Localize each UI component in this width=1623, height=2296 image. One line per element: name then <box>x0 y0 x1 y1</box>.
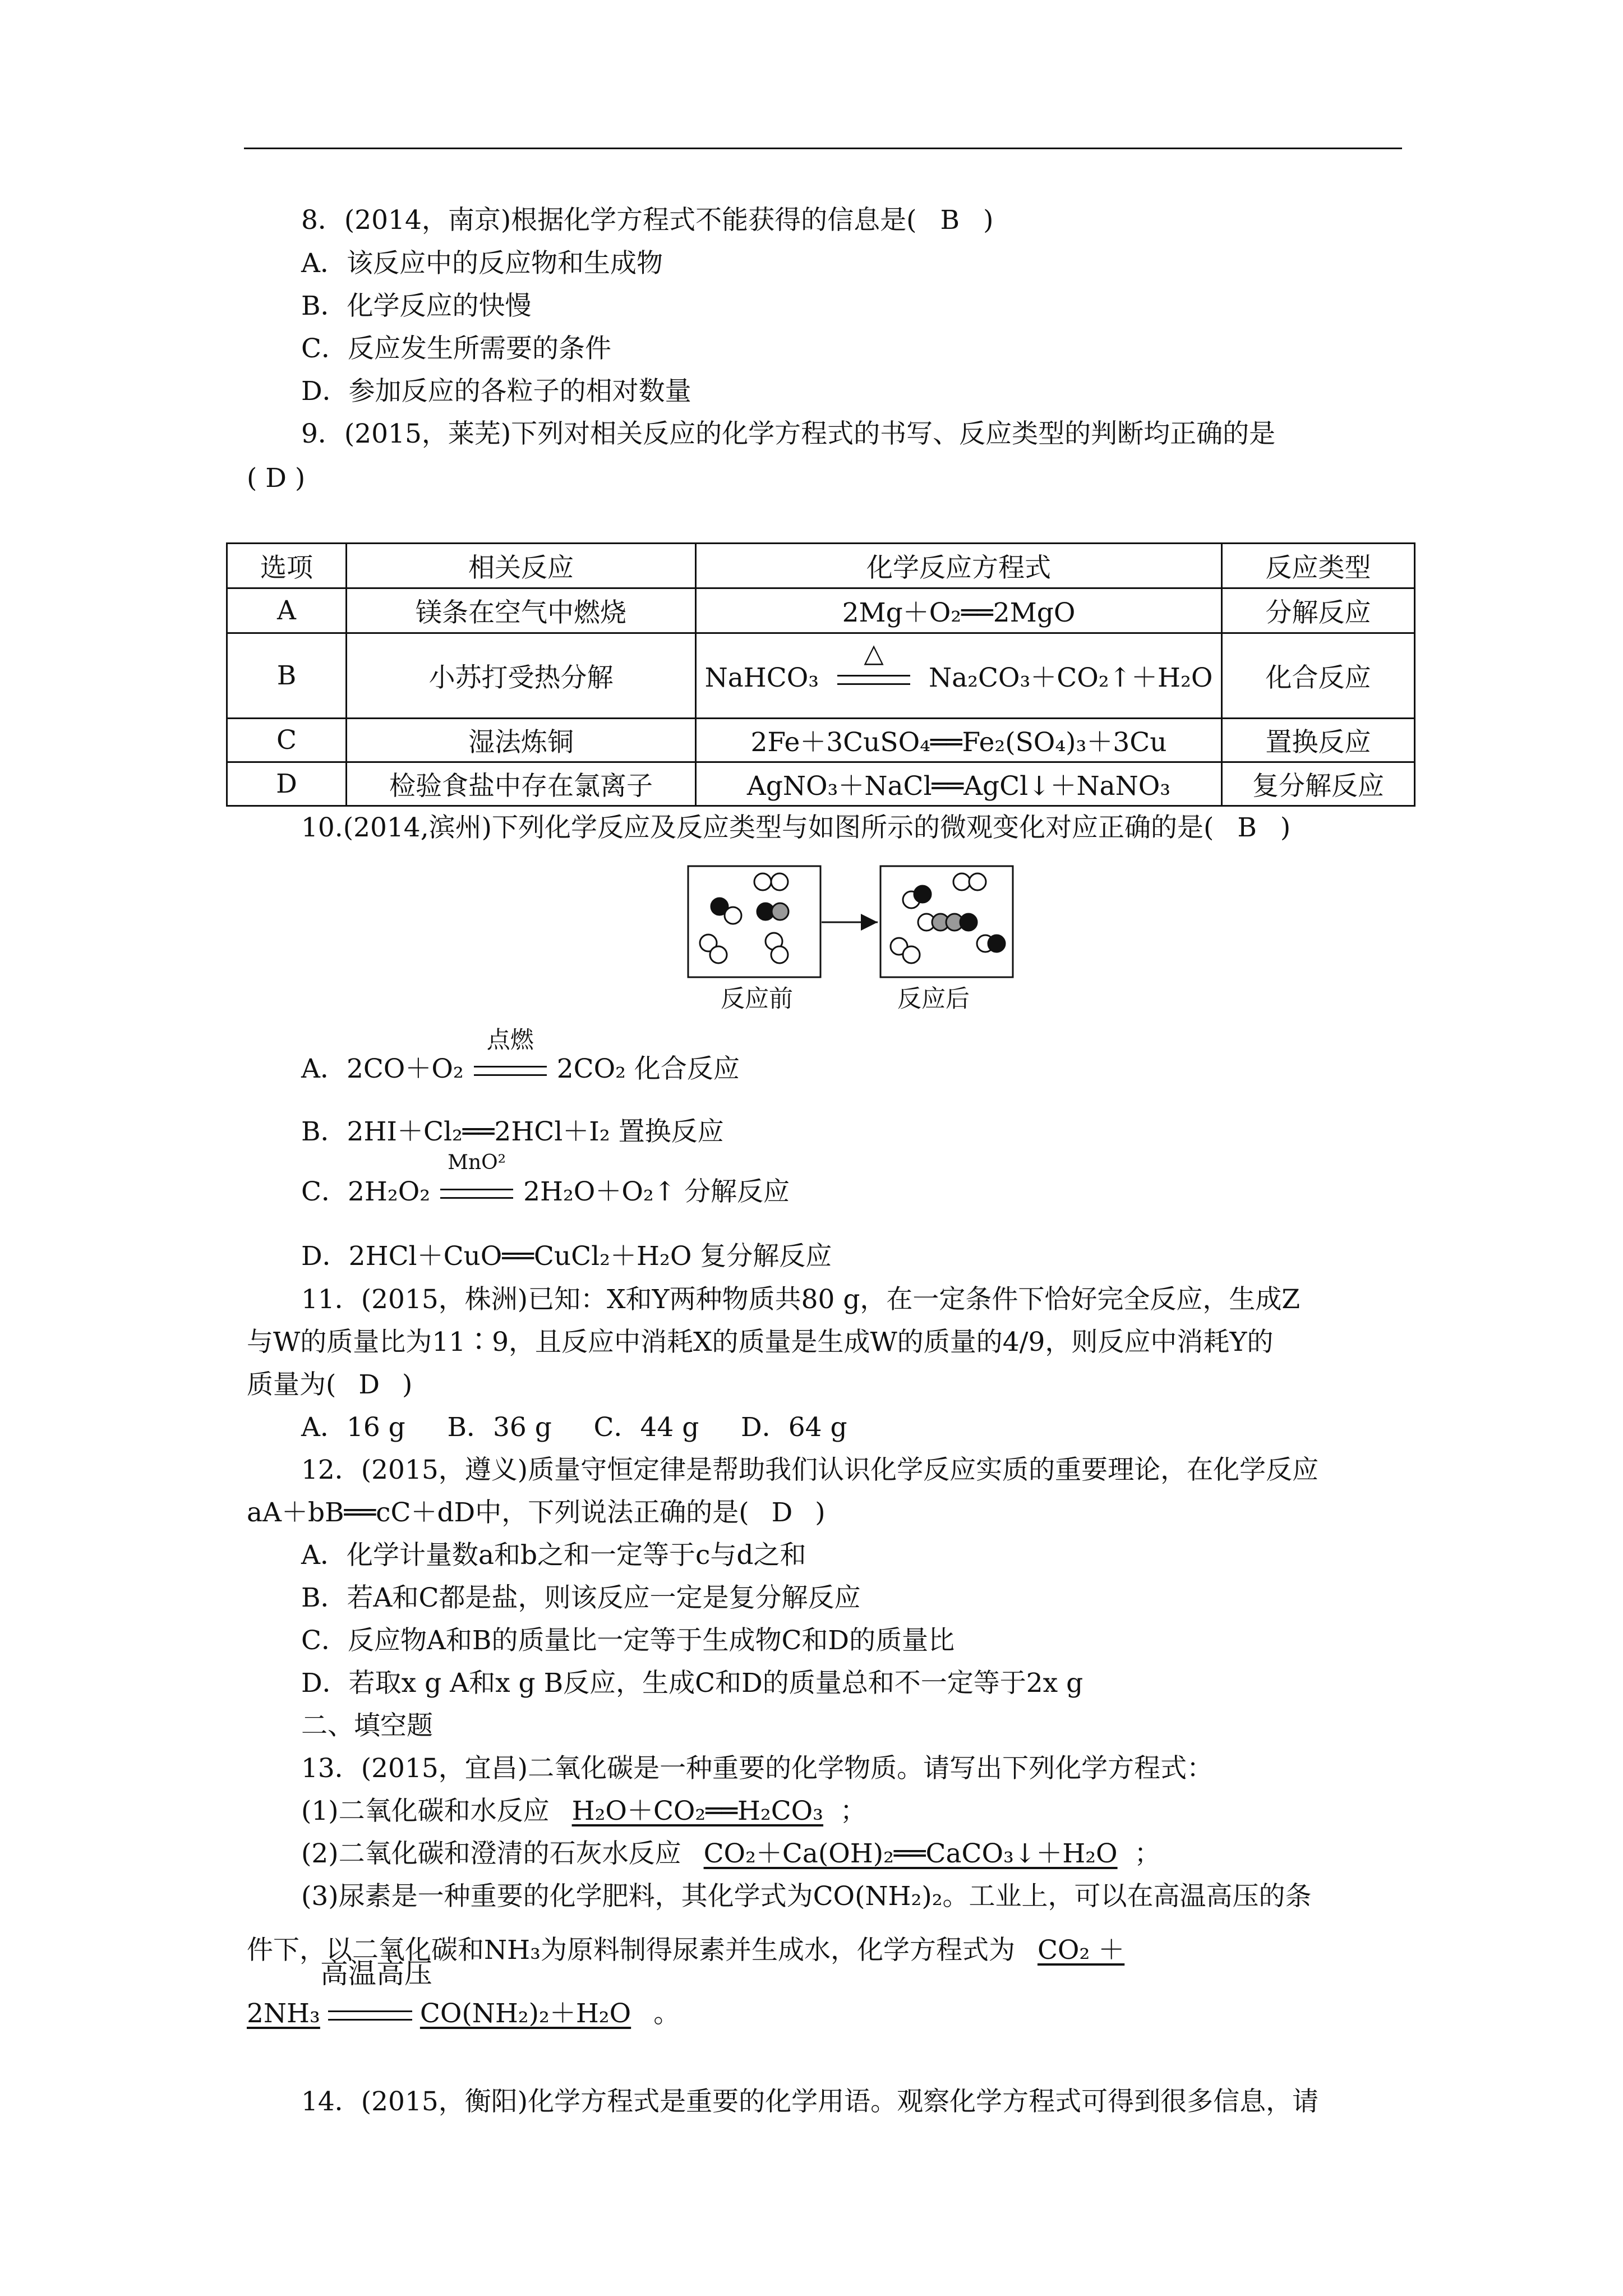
table-cell: 2Fe＋3CuSO₄══Fe₂(SO₄)₃＋3Cu <box>696 719 1222 762</box>
q12-option-a: A．化学计量数a和b之和一定等于c与d之和 <box>301 1540 806 1571</box>
microscopic-change-figure <box>687 865 1108 994</box>
q12-line2: aA＋bB══cC＋dD中，下列说法正确的是( D ) <box>247 1497 826 1528</box>
section-heading: 二、填空题 <box>301 1710 433 1741</box>
table-cell: 置换反应 <box>1222 719 1415 762</box>
q13-part2: (2)二氧化碳和澄清的石灰水反应 CO₂＋Ca(OH)₂══CaCO₃↓＋H₂O ； <box>301 1838 1161 1869</box>
q8-option-a: A．该反应中的反应物和生成物 <box>301 248 663 279</box>
q10-option-b: B．2HI＋Cl₂══2HCl＋I₂ 置换反应 <box>301 1116 724 1147</box>
q11-line1: 11．(2015，株洲)已知：X和Y两种物质共80 g，在一定条件下恰好完全反应，生成Z <box>301 1284 1301 1315</box>
q13-answer-1: H₂O＋CO₂══H₂CO₃ <box>571 1796 824 1826</box>
q12-line1: 12．(2015，遵义)质量守恒定律是帮助我们认识化学反应实质的重要理论，在化学反应 <box>301 1455 1319 1485</box>
q9-answer: ( D ) <box>247 463 306 494</box>
table-header: 化学反应方程式 <box>696 544 1222 588</box>
table-cell: 小苏打受热分解 <box>347 633 696 719</box>
table-row <box>227 588 1415 633</box>
q14-stem: 14．(2015，衡阳)化学方程式是重要的化学用语。观察化学方程式可得到很多信息，请 <box>301 2086 1319 2117</box>
q12-option-b: B．若A和C都是盐，则该反应一定是复分解反应 <box>301 1582 861 1613</box>
q10-answer: B <box>1237 812 1257 843</box>
q11-line2: 与W的质量比为11∶9，且反应中消耗X的质量是生成W的质量的4/9，则反应中消耗Y的 <box>247 1327 1274 1358</box>
table-cell: 化合反应 <box>1222 633 1415 719</box>
q8-option-b: B．化学反应的快慢 <box>301 291 532 321</box>
table-cell: 湿法炼铜 <box>347 719 696 762</box>
q8-option-d: D．参加反应的各粒子的相对数量 <box>301 376 691 407</box>
table-cell: NaHCO₃ △ Na₂CO₃＋CO₂↑＋H₂O <box>696 633 1222 719</box>
q11-answer: D <box>358 1369 380 1400</box>
q13-answer-3b: CO(NH₂)₂＋H₂O <box>419 1998 631 2029</box>
table-row <box>227 633 1415 719</box>
table-header: 选项 <box>227 544 347 588</box>
table-header-row <box>227 544 1415 588</box>
q10-stem: 10.(2014,滨州)下列化学反应及反应类型与如图所示的微观变化对应正确的是( B ) <box>301 812 1291 843</box>
table-cell: AgNO₃＋NaCl══AgCl↓＋NaNO₃ <box>696 762 1222 806</box>
q13-answer-3a: CO₂ ＋ <box>1037 1935 1125 1966</box>
q8-answer: B <box>940 205 960 236</box>
q13-part3-line3: 2NH₃ 高温高压 CO(NH₂)₂＋H₂O 。 <box>247 1957 680 2029</box>
table-cell: 镁条在空气中燃烧 <box>347 588 696 633</box>
table-cell: D <box>227 762 347 806</box>
q13-part1: (1)二氧化碳和水反应 H₂O＋CO₂══H₂CO₃ ； <box>301 1796 867 1826</box>
figure-label-after: 反应后 <box>897 985 970 1013</box>
q13-stem: 13．(2015，宜昌)二氧化碳是一种重要的化学物质。请写出下列化学方程式： <box>301 1753 1214 1784</box>
table-cell: 复分解反应 <box>1222 762 1415 806</box>
q11-options: A．16 g B．36 g C．44 g D．64 g <box>301 1412 847 1443</box>
q12-option-d: D．若取x g A和x g B反应，生成C和D的质量总和不一定等于2x g <box>301 1668 1083 1699</box>
figure-label-before: 反应前 <box>721 985 793 1013</box>
q11-line3: 质量为( D ) <box>247 1369 413 1400</box>
table-cell: A <box>227 588 347 633</box>
q12-option-c: C．反应物A和B的质量比一定等于生成物C和D的质量比 <box>301 1625 955 1656</box>
table-cell: B <box>227 633 347 719</box>
table-row <box>227 719 1415 762</box>
table-cell: C <box>227 719 347 762</box>
table-cell: 分解反应 <box>1222 588 1415 633</box>
q12-answer: D <box>771 1497 793 1528</box>
q9-table <box>226 542 1415 807</box>
table-cell: 检验食盐中存在氯离子 <box>347 762 696 806</box>
q9-stem: 9．(2015，莱芜)下列对相关反应的化学方程式的书写、反应类型的判断均正确的是 <box>301 418 1276 449</box>
q10-option-c: C．2H₂O₂ MnO² 2H₂O＋O₂↑ 分解反应 <box>301 1151 790 1207</box>
header-rule <box>244 148 1402 149</box>
molecule-diagram <box>687 865 1108 994</box>
table-header: 反应类型 <box>1222 544 1415 588</box>
table-cell: 2Mg＋O₂══2MgO <box>696 588 1222 633</box>
q13-part3-line1: (3)尿素是一种重要的化学肥料，其化学式为CO(NH₂)₂。工业上，可以在高温高压的条 <box>301 1881 1312 1912</box>
table-row <box>227 762 1415 806</box>
q13-answer-2: CO₂＋Ca(OH)₂══CaCO₃↓＋H₂O <box>703 1838 1118 1869</box>
q8-stem: 8．(2014，南京)根据化学方程式不能获得的信息是( B ) <box>301 205 994 236</box>
table-header: 相关反应 <box>347 544 696 588</box>
q10-option-a: A．2CO＋O₂ 点燃 2CO₂ 化合反应 <box>301 1026 740 1084</box>
q13-part3-line2: 件下，以二氧化碳和NH₃为原料制得尿素并生成水，化学方程式为 CO₂ ＋ <box>247 1935 1125 1966</box>
q8-option-c: C．反应发生所需要的条件 <box>301 333 611 364</box>
q10-option-d: D．2HCl＋CuO══CuCl₂＋H₂O 复分解反应 <box>301 1241 832 1272</box>
heat-condition: △ <box>827 662 920 693</box>
